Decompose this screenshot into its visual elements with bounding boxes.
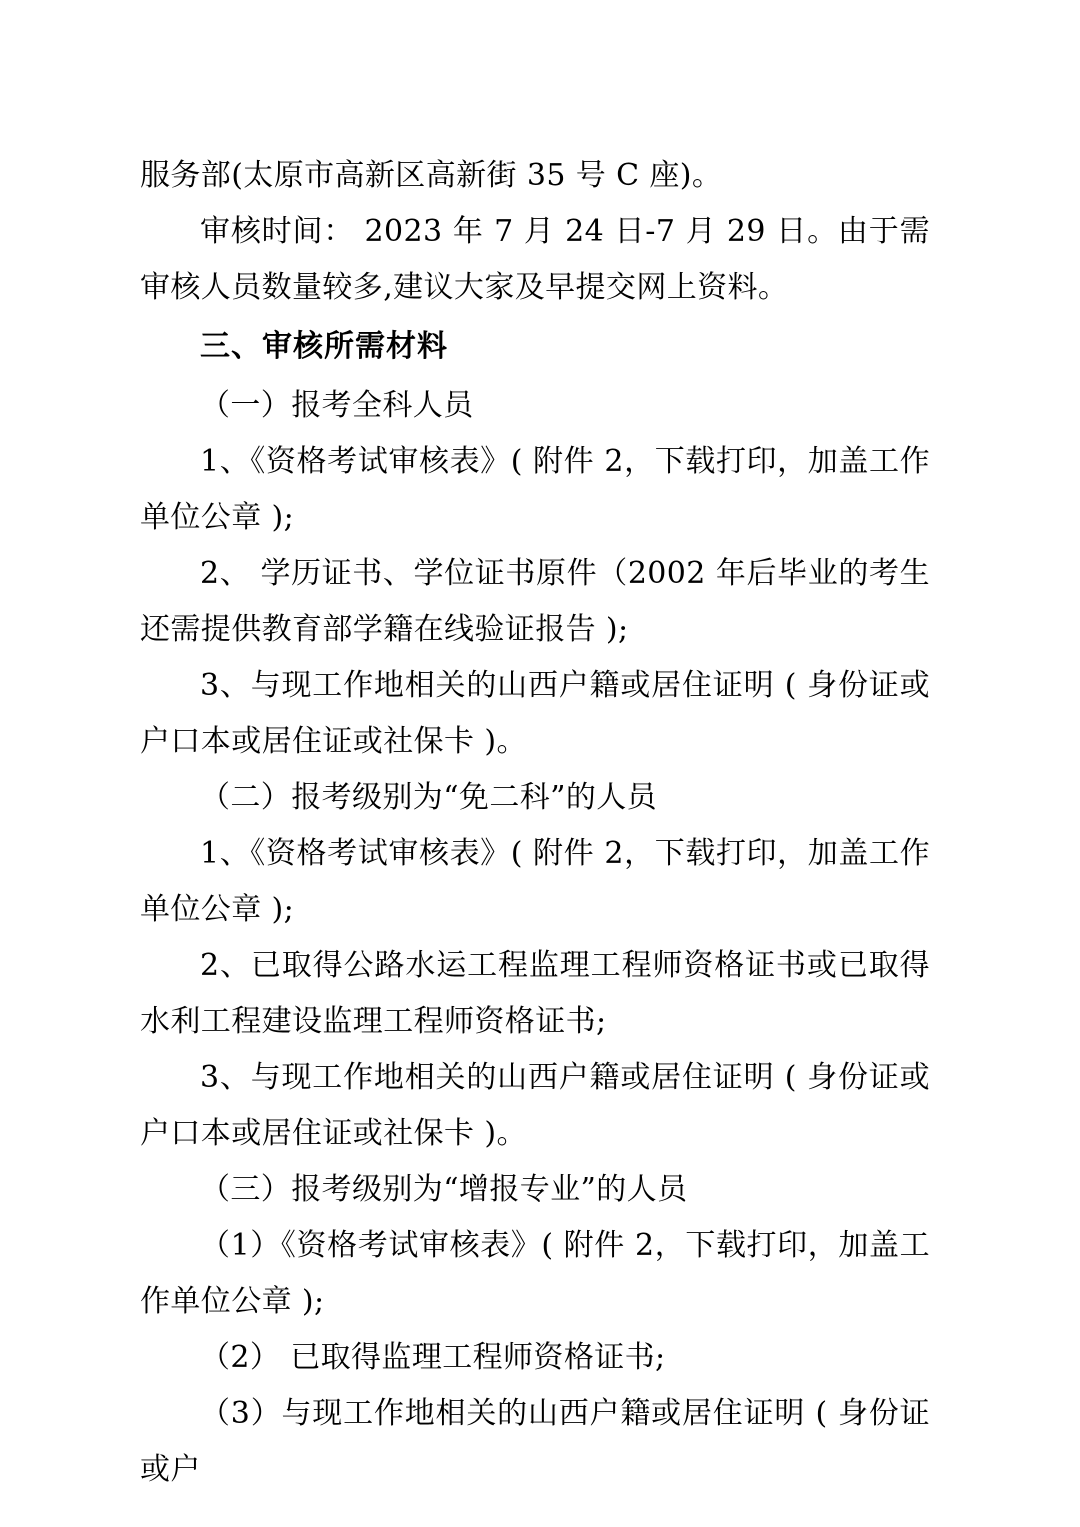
paragraph-subsection-one: （一）报考全科人员 [200,388,474,423]
paragraph-service-department: 服务部(太原市高新区高新街 35 号 C 座)。 [140,158,723,193]
paragraph-item-2-1: 1、《资格考试审核表》( 附件 2，下载打印，加盖工作单位公章 ); [140,836,930,927]
document-body [140,148,930,1498]
paragraph-item-3-1: （1）《资格考试审核表》( 附件 2，下载打印，加盖工作单位公章 ); [140,1228,930,1319]
paragraph-item-2-2: 2、已取得公路水运工程监理工程师资格证书或已取得水利工程建设监理工程师资格证书; [140,948,930,1039]
paragraph-item-1-1: 1、《资格考试审核表》( 附件 2，下载打印，加盖工作单位公章 ); [140,444,930,535]
paragraph-item-1-2: 2、 学历证书、学位证书原件（2002 年后毕业的考生还需提供教育部学籍在线验证报告 ); [140,556,930,647]
paragraph-item-3-2: （2） 已取得监理工程师资格证书; [200,1340,666,1375]
paragraph-item-3-3: （3）与现工作地相关的山西户籍或居住证明 ( 身份证或户 [140,1396,930,1487]
paragraph-item-2-3: 3、与现工作地相关的山西户籍或居住证明 ( 身份证或户口本或居住证或社保卡 )。 [140,1060,930,1151]
paragraph-subsection-three: （三）报考级别为“增报专业”的人员 [200,1172,688,1207]
paragraph-item-1-3: 3、与现工作地相关的山西户籍或居住证明 ( 身份证或户口本或居住证或社保卡 )。 [140,668,930,759]
paragraph-subsection-two: （二）报考级别为“免二科”的人员 [200,780,658,815]
paragraph-review-time: 审核时间： 2023 年 7 月 24 日-7 月 29 日。由于需审核人员数量较多,建议大家及早提交网上资料。 [140,214,930,305]
heading-section-three: 三、审核所需材料 [200,329,448,364]
